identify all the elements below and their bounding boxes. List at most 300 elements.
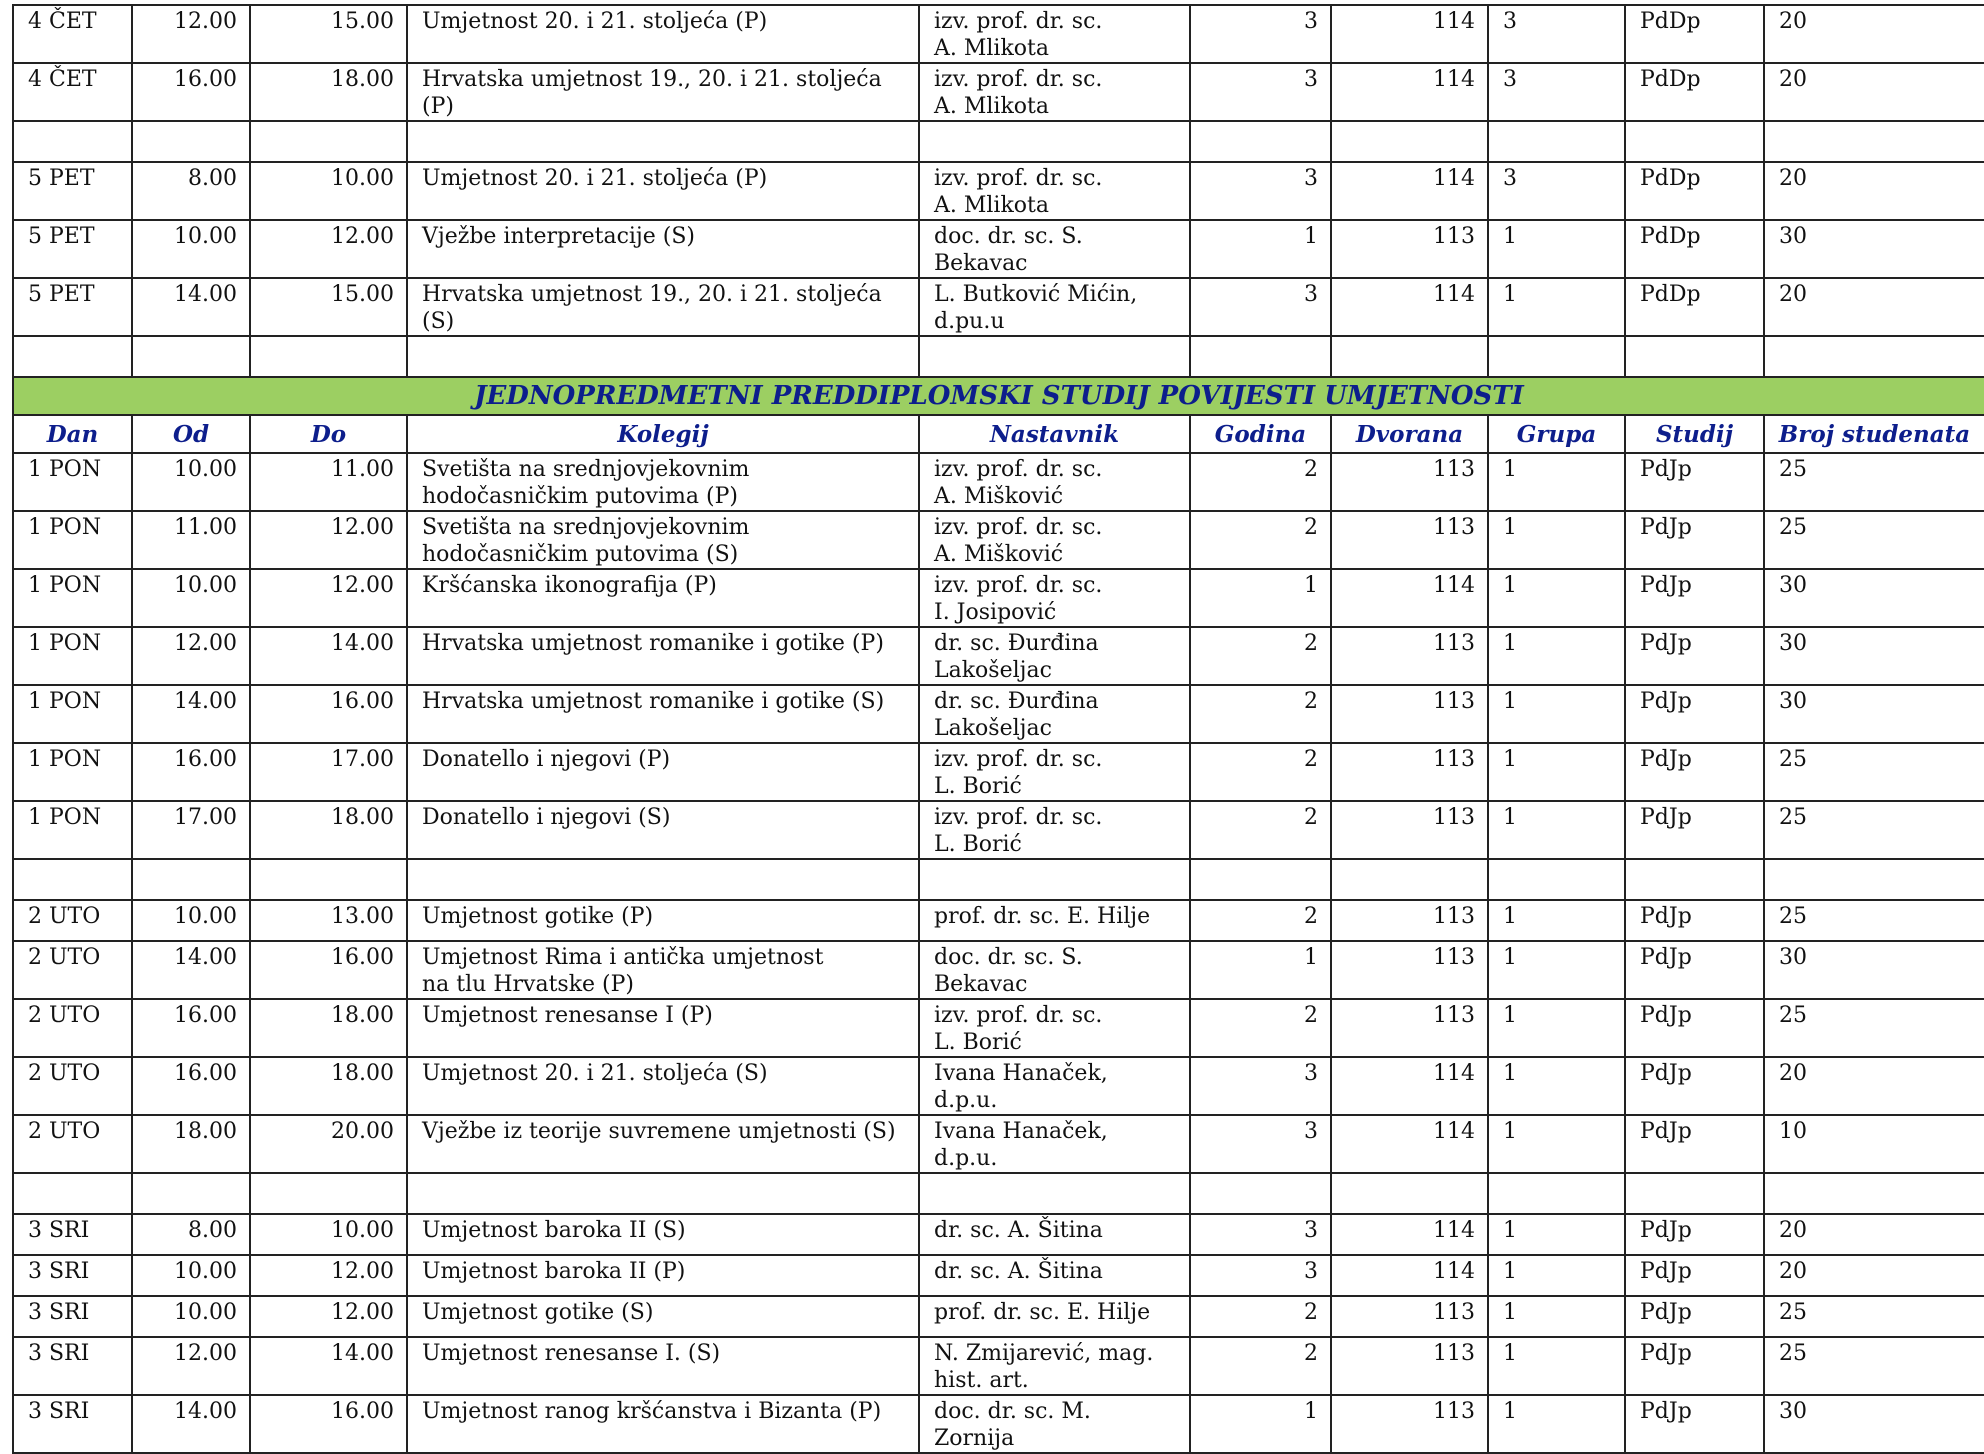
cell-nastavnik: doc. dr. sc. S. Bekavac [919,941,1190,999]
cell-kolegij: Umjetnost renesanse I. (S) [407,1337,919,1395]
cell-broj-studenata: 20 [1764,1214,1984,1255]
cell-grupa: 1 [1488,220,1625,278]
cell-nastavnik: izv. prof. dr. sc. I. Josipović [919,569,1190,627]
main-rows [13,453,1984,1453]
cell-dan: 2 UTO [13,999,132,1057]
cell-broj-studenata: 25 [1764,900,1984,941]
cell-kolegij: Kršćanska ikonografija (P) [407,569,919,627]
cell-studij: PdJp [1625,1395,1764,1453]
header-grupa: Grupa [1488,415,1625,453]
cell-dan: 3 SRI [13,1337,132,1395]
table-row [13,1255,1984,1296]
cell-studij: PdJp [1625,941,1764,999]
cell-kolegij: Donatello i njegovi (S) [407,801,919,859]
cell-broj-studenata: 20 [1764,1255,1984,1296]
header-dan: Dan [13,415,132,453]
cell-godina: 3 [1190,5,1331,63]
cell-dvorana: 113 [1331,900,1488,941]
empty-cell [1488,336,1625,377]
cell-dan: 1 PON [13,453,132,511]
cell-studij: PdDp [1625,63,1764,121]
empty-cell [13,121,132,162]
empty-cell [1331,336,1488,377]
empty-cell [919,859,1190,900]
empty-cell [1190,859,1331,900]
cell-grupa: 1 [1488,801,1625,859]
cell-nastavnik: doc. dr. sc. M. Zornija [919,1395,1190,1453]
table-row [13,1115,1984,1173]
cell-do: 12.00 [250,569,407,627]
cell-godina: 3 [1190,63,1331,121]
cell-do: 15.00 [250,5,407,63]
cell-grupa: 1 [1488,743,1625,801]
cell-nastavnik: izv. prof. dr. sc. A. Mlikota [919,5,1190,63]
cell-broj-studenata: 25 [1764,801,1984,859]
cell-dvorana: 113 [1331,1337,1488,1395]
cell-kolegij: Umjetnost gotike (P) [407,900,919,941]
empty-cell [132,1173,250,1214]
empty-cell [13,336,132,377]
cell-do: 14.00 [250,1337,407,1395]
empty-cell [407,859,919,900]
cell-dan: 2 UTO [13,1057,132,1115]
cell-broj-studenata: 20 [1764,278,1984,336]
cell-od: 14.00 [132,278,250,336]
cell-dvorana: 114 [1331,5,1488,63]
empty-cell [407,336,919,377]
cell-dan: 1 PON [13,627,132,685]
empty-cell [1764,859,1984,900]
cell-grupa: 1 [1488,1057,1625,1115]
cell-kolegij: Svetišta na srednjovjekovnim hodočasničkim putovima (P) [407,453,919,511]
cell-godina: 2 [1190,743,1331,801]
table-row [13,627,1984,685]
empty-cell [1331,121,1488,162]
cell-do: 11.00 [250,453,407,511]
cell-dan: 1 PON [13,685,132,743]
empty-cell [1764,121,1984,162]
cell-dvorana: 113 [1331,453,1488,511]
cell-godina: 2 [1190,900,1331,941]
table-row [13,569,1984,627]
cell-dvorana: 114 [1331,1255,1488,1296]
cell-dan: 1 PON [13,511,132,569]
cell-kolegij: Vježbe interpretacije (S) [407,220,919,278]
cell-dvorana: 114 [1331,1115,1488,1173]
cell-do: 12.00 [250,220,407,278]
cell-broj-studenata: 30 [1764,569,1984,627]
cell-od: 12.00 [132,627,250,685]
empty-cell [919,1173,1190,1214]
cell-kolegij: Umjetnost baroka II (S) [407,1214,919,1255]
cell-dan: 5 PET [13,278,132,336]
cell-do: 16.00 [250,1395,407,1453]
cell-studij: PdJp [1625,1337,1764,1395]
cell-od: 18.00 [132,1115,250,1173]
cell-godina: 3 [1190,1255,1331,1296]
empty-cell [13,859,132,900]
cell-do: 12.00 [250,511,407,569]
table-row [13,900,1984,941]
cell-grupa: 1 [1488,1115,1625,1173]
cell-studij: PdJp [1625,999,1764,1057]
cell-nastavnik: dr. sc. A. Šitina [919,1255,1190,1296]
cell-nastavnik: N. Zmijarević, mag. hist. art. [919,1337,1190,1395]
cell-dan: 3 SRI [13,1395,132,1453]
empty-cell [250,1173,407,1214]
cell-do: 17.00 [250,743,407,801]
cell-dan: 4 ČET [13,5,132,63]
header-broj-studenata: Broj studenata [1764,415,1984,453]
blank-row [13,859,1984,900]
cell-studij: PdJp [1625,453,1764,511]
cell-od: 16.00 [132,743,250,801]
cell-nastavnik: izv. prof. dr. sc. L. Borić [919,999,1190,1057]
cell-broj-studenata: 25 [1764,1337,1984,1395]
cell-broj-studenata: 30 [1764,685,1984,743]
cell-studij: PdJp [1625,511,1764,569]
cell-dan: 1 PON [13,569,132,627]
cell-dvorana: 113 [1331,743,1488,801]
cell-godina: 3 [1190,278,1331,336]
blank-row [13,121,1984,162]
cell-od: 10.00 [132,220,250,278]
cell-do: 18.00 [250,63,407,121]
cell-kolegij: Umjetnost 20. i 21. stoljeća (P) [407,5,919,63]
cell-grupa: 1 [1488,1296,1625,1337]
schedule-table [12,4,1984,1454]
cell-do: 16.00 [250,941,407,999]
section-title: JEDNOPREDMETNI PREDDIPLOMSKI STUDIJ POVIJESTI UMJETNOSTI [13,377,1984,415]
schedule-table-wrapper [12,4,1984,1454]
cell-nastavnik: doc. dr. sc. S. Bekavac [919,220,1190,278]
cell-godina: 1 [1190,1395,1331,1453]
empty-cell [250,859,407,900]
table-row [13,941,1984,999]
cell-dan: 3 SRI [13,1255,132,1296]
cell-nastavnik: dr. sc. A. Šitina [919,1214,1190,1255]
cell-grupa: 1 [1488,1214,1625,1255]
cell-dvorana: 114 [1331,1057,1488,1115]
cell-dan: 3 SRI [13,1296,132,1337]
cell-od: 16.00 [132,999,250,1057]
cell-nastavnik: izv. prof. dr. sc. A. Mišković [919,511,1190,569]
cell-nastavnik: prof. dr. sc. E. Hilje [919,1296,1190,1337]
empty-cell [1625,859,1764,900]
cell-grupa: 1 [1488,999,1625,1057]
cell-broj-studenata: 20 [1764,162,1984,220]
empty-cell [1488,121,1625,162]
empty-cell [250,121,407,162]
cell-dvorana: 113 [1331,1395,1488,1453]
cell-studij: PdJp [1625,743,1764,801]
cell-studij: PdJp [1625,900,1764,941]
cell-broj-studenata: 20 [1764,63,1984,121]
cell-nastavnik: izv. prof. dr. sc. L. Borić [919,801,1190,859]
header-kolegij: Kolegij [407,415,919,453]
cell-godina: 2 [1190,453,1331,511]
cell-do: 12.00 [250,1255,407,1296]
cell-kolegij: Hrvatska umjetnost 19., 20. i 21. stoljeća (S) [407,278,919,336]
cell-do: 18.00 [250,1057,407,1115]
cell-nastavnik: izv. prof. dr. sc. L. Borić [919,743,1190,801]
empty-cell [407,1173,919,1214]
cell-do: 12.00 [250,1296,407,1337]
cell-godina: 3 [1190,1057,1331,1115]
cell-studij: PdJp [1625,569,1764,627]
cell-grupa: 3 [1488,5,1625,63]
table-row [13,1296,1984,1337]
empty-cell [407,121,919,162]
cell-godina: 1 [1190,941,1331,999]
top-rows [13,5,1984,377]
cell-dan: 4 ČET [13,63,132,121]
cell-od: 10.00 [132,900,250,941]
empty-cell [1764,336,1984,377]
cell-godina: 1 [1190,220,1331,278]
cell-do: 20.00 [250,1115,407,1173]
cell-kolegij: Svetišta na srednjovjekovnim hodočasničkim putovima (S) [407,511,919,569]
empty-cell [1625,336,1764,377]
header-nastavnik: Nastavnik [919,415,1190,453]
cell-dan: 2 UTO [13,941,132,999]
cell-studij: PdJp [1625,1057,1764,1115]
cell-broj-studenata: 30 [1764,1395,1984,1453]
empty-cell [1331,859,1488,900]
empty-cell [1488,1173,1625,1214]
cell-do: 10.00 [250,1214,407,1255]
table-row [13,1057,1984,1115]
header-od: Od [132,415,250,453]
empty-cell [1625,1173,1764,1214]
cell-do: 18.00 [250,801,407,859]
cell-od: 8.00 [132,162,250,220]
cell-od: 12.00 [132,5,250,63]
table-row [13,63,1984,121]
cell-godina: 1 [1190,569,1331,627]
cell-dan: 1 PON [13,801,132,859]
cell-do: 18.00 [250,999,407,1057]
cell-kolegij: Umjetnost Rima i antička umjetnost na tlu Hrvatske (P) [407,941,919,999]
table-row [13,1214,1984,1255]
table-row [13,1337,1984,1395]
empty-cell [919,121,1190,162]
cell-studij: PdJp [1625,627,1764,685]
cell-studij: PdJp [1625,1255,1764,1296]
header-dvorana: Dvorana [1331,415,1488,453]
cell-grupa: 1 [1488,900,1625,941]
table-row [13,999,1984,1057]
cell-dvorana: 113 [1331,941,1488,999]
cell-dvorana: 113 [1331,220,1488,278]
cell-kolegij: Donatello i njegovi (P) [407,743,919,801]
cell-kolegij: Umjetnost baroka II (P) [407,1255,919,1296]
cell-dvorana: 114 [1331,63,1488,121]
cell-nastavnik: izv. prof. dr. sc. A. Mišković [919,453,1190,511]
cell-grupa: 1 [1488,1255,1625,1296]
cell-do: 16.00 [250,685,407,743]
blank-row [13,1173,1984,1214]
cell-grupa: 1 [1488,627,1625,685]
cell-dan: 5 PET [13,162,132,220]
cell-dvorana: 113 [1331,627,1488,685]
empty-cell [919,336,1190,377]
table-row [13,5,1984,63]
cell-nastavnik: dr. sc. Đurđina Lakošeljac [919,627,1190,685]
cell-grupa: 1 [1488,941,1625,999]
cell-dvorana: 113 [1331,1296,1488,1337]
cell-grupa: 3 [1488,162,1625,220]
empty-cell [13,1173,132,1214]
cell-kolegij: Umjetnost 20. i 21. stoljeća (S) [407,1057,919,1115]
cell-grupa: 1 [1488,453,1625,511]
cell-grupa: 1 [1488,278,1625,336]
cell-od: 10.00 [132,1255,250,1296]
cell-broj-studenata: 25 [1764,743,1984,801]
table-row [13,220,1984,278]
cell-kolegij: Vježbe iz teorije suvremene umjetnosti (S) [407,1115,919,1173]
empty-cell [1764,1173,1984,1214]
cell-od: 16.00 [132,1057,250,1115]
cell-dan: 2 UTO [13,900,132,941]
cell-nastavnik: izv. prof. dr. sc. A. Mlikota [919,162,1190,220]
empty-cell [1625,121,1764,162]
cell-broj-studenata: 20 [1764,1057,1984,1115]
cell-do: 10.00 [250,162,407,220]
empty-cell [132,859,250,900]
cell-broj-studenata: 25 [1764,453,1984,511]
header-do: Do [250,415,407,453]
cell-od: 10.00 [132,1296,250,1337]
cell-broj-studenata: 20 [1764,5,1984,63]
cell-godina: 2 [1190,511,1331,569]
cell-dvorana: 113 [1331,999,1488,1057]
cell-studij: PdJp [1625,685,1764,743]
table-row [13,453,1984,511]
cell-od: 17.00 [132,801,250,859]
cell-studij: PdDp [1625,278,1764,336]
cell-od: 14.00 [132,1395,250,1453]
empty-cell [1190,1173,1331,1214]
cell-od: 10.00 [132,569,250,627]
cell-grupa: 3 [1488,63,1625,121]
cell-dan: 2 UTO [13,1115,132,1173]
table-row [13,743,1984,801]
cell-dvorana: 114 [1331,278,1488,336]
cell-studij: PdJp [1625,1214,1764,1255]
cell-kolegij: Hrvatska umjetnost romanike i gotike (S) [407,685,919,743]
header-studij: Studij [1625,415,1764,453]
cell-broj-studenata: 30 [1764,941,1984,999]
cell-grupa: 1 [1488,685,1625,743]
cell-dvorana: 113 [1331,511,1488,569]
cell-od: 11.00 [132,511,250,569]
table-row [13,685,1984,743]
cell-broj-studenata: 30 [1764,220,1984,278]
cell-kolegij: Hrvatska umjetnost 19., 20. i 21. stoljeća (P) [407,63,919,121]
cell-godina: 2 [1190,1337,1331,1395]
cell-dan: 1 PON [13,743,132,801]
cell-dvorana: 114 [1331,162,1488,220]
cell-broj-studenata: 25 [1764,1296,1984,1337]
cell-nastavnik: Ivana Hanaček, d.p.u. [919,1057,1190,1115]
table-row [13,278,1984,336]
cell-dan: 5 PET [13,220,132,278]
cell-do: 14.00 [250,627,407,685]
cell-grupa: 1 [1488,511,1625,569]
cell-od: 8.00 [132,1214,250,1255]
empty-cell [1190,121,1331,162]
cell-godina: 3 [1190,162,1331,220]
cell-dvorana: 113 [1331,685,1488,743]
cell-godina: 2 [1190,627,1331,685]
cell-godina: 3 [1190,1214,1331,1255]
cell-godina: 2 [1190,1296,1331,1337]
cell-godina: 2 [1190,801,1331,859]
cell-studij: PdDp [1625,220,1764,278]
cell-grupa: 1 [1488,1395,1625,1453]
table-row [13,801,1984,859]
cell-nastavnik: dr. sc. Đurđina Lakošeljac [919,685,1190,743]
cell-od: 12.00 [132,1337,250,1395]
cell-kolegij: Umjetnost gotike (S) [407,1296,919,1337]
cell-studij: PdJp [1625,1296,1764,1337]
cell-dan: 3 SRI [13,1214,132,1255]
empty-cell [1331,1173,1488,1214]
cell-broj-studenata: 30 [1764,627,1984,685]
cell-godina: 3 [1190,1115,1331,1173]
cell-dvorana: 114 [1331,569,1488,627]
cell-studij: PdDp [1625,5,1764,63]
cell-kolegij: Umjetnost ranog kršćanstva i Bizanta (P) [407,1395,919,1453]
cell-grupa: 1 [1488,569,1625,627]
cell-godina: 2 [1190,685,1331,743]
table-row [13,162,1984,220]
cell-broj-studenata: 10 [1764,1115,1984,1173]
cell-od: 10.00 [132,453,250,511]
table-row [13,1395,1984,1453]
cell-kolegij: Hrvatska umjetnost romanike i gotike (P) [407,627,919,685]
cell-do: 15.00 [250,278,407,336]
empty-cell [132,336,250,377]
cell-od: 16.00 [132,63,250,121]
cell-nastavnik: izv. prof. dr. sc. A. Mlikota [919,63,1190,121]
empty-cell [1488,859,1625,900]
cell-do: 13.00 [250,900,407,941]
cell-studij: PdJp [1625,801,1764,859]
empty-cell [1190,336,1331,377]
column-header-row [13,415,1984,453]
cell-godina: 2 [1190,999,1331,1057]
table-row [13,511,1984,569]
cell-studij: PdDp [1625,162,1764,220]
cell-nastavnik: Ivana Hanaček, d.p.u. [919,1115,1190,1173]
section-header [13,377,1984,453]
cell-nastavnik: prof. dr. sc. E. Hilje [919,900,1190,941]
empty-cell [132,121,250,162]
cell-studij: PdJp [1625,1115,1764,1173]
cell-grupa: 1 [1488,1337,1625,1395]
cell-broj-studenata: 25 [1764,511,1984,569]
empty-cell [250,336,407,377]
cell-kolegij: Umjetnost renesanse I (P) [407,999,919,1057]
cell-kolegij: Umjetnost 20. i 21. stoljeća (P) [407,162,919,220]
cell-dvorana: 113 [1331,801,1488,859]
cell-od: 14.00 [132,685,250,743]
blank-row [13,336,1984,377]
cell-broj-studenata: 25 [1764,999,1984,1057]
cell-nastavnik: L. Butković Mićin, d.pu.u [919,278,1190,336]
